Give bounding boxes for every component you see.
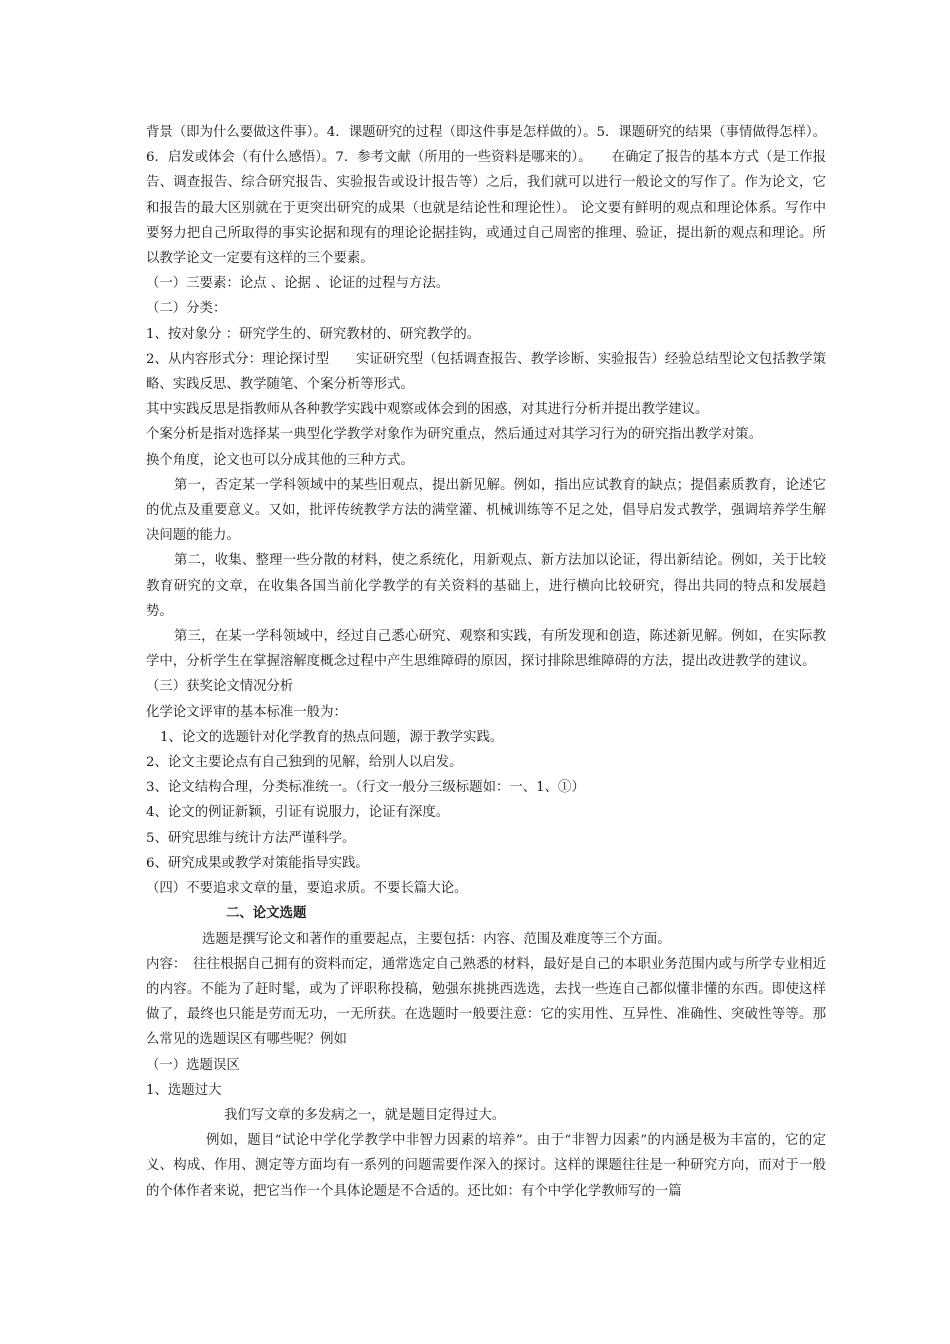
class-other: 换个角度，论文也可以分成其他的三种方式。 [146, 452, 414, 468]
section-misconceptions: （一）选题误区 [146, 1057, 240, 1073]
misconception-1-desc: 我们写文章的多发病之一，就是题目定得过大。 [224, 1107, 506, 1123]
document-body [146, 120, 826, 1204]
misconception-1: 1、选题过大 [146, 1082, 222, 1098]
topic-intro: 选题是撰写论文和著作的重要起点，主要包括：内容、范围及难度等三个方面。 [202, 931, 671, 947]
eval-item-4: 4、论文的例证新颖，引证有说服力，论证有深度。 [146, 805, 450, 821]
way-first: 第一，否定某一学科领域中的某些旧观点，提出新见解。例如，指出应试教育的缺点；提倡素质教育，论述它的优点及重要意义。又如，批评传统教学方法的满堂灌、机械训练等不足之处，倡导启发式教学，强调培养学生解决问题的能力。 [146, 477, 826, 544]
eval-item-6: 6、研究成果或教学对策能指导实践。 [146, 855, 369, 871]
section-classification: （二）分类： [146, 301, 227, 317]
section-quality: （四）不要追求文章的量，要追求质。不要长篇大论。 [146, 881, 468, 897]
class-reflection: 其中实践反思是指教师从各种教学实践中观察或体会到的困惑，对其进行分析并提出教学建议。 [146, 402, 709, 418]
eval-intro: 化学论文评审的基本标准一般为： [146, 704, 347, 720]
way-third: 第三，在某一学科领域中，经过自己悉心研究、观察和实践，有所发现和创造，陈述新见解。例如，在实际教学中，分析学生在掌握溶解度概念过程中产生思维障碍的原因，探讨排除思维障碍的方法，提出改进教学的建议。 [146, 629, 826, 670]
misconception-1-example: 例如，题目“试论中学化学教学中非智力因素的培养”。由于“非智力因素”的内涵是极为丰富的，它的定义、构成、作用、测定等方面均有一系列的问题需要作深入的探讨。这样的课题往往是一种研究方向，而对于一般的个体作者来说，把它当作一个具体论题是不合适的。还比如：有个中学化学教师写的一篇 [146, 1133, 826, 1199]
eval-item-2: 2、论文主要论点有自己独到的见解，给别人以启发。 [146, 755, 463, 771]
way-second: 第二，收集、整理一些分散的材料，使之系统化，用新观点、新方法加以论证，得出新结论。例如，关于比较教育研究的文章，在收集各国当前化学教学的有关资料的基础上，进行横向比较研究，得出共同的特点和发展趋势。 [146, 553, 826, 619]
intro-paragraph: 背景（即为什么要做这件事）。4．课题研究的过程（即这件事是怎样做的）。5．课题研究的结果（事情做得怎样）。6．启发或体会（有什么感悟）。7．参考文献（所用的一些资料是哪来的）。 在确定了报告的基本方式（是工作报告、调查报告、综合研究报告、实验报告或设计报告等）之后，我们就可以进行一般论文的写作了。作为论文，它和报告的最大区别就在于更突出研究的成果（也就是结论性和理论性）。 论文要有鲜明的观点和理论体系。写作中要努力把自己所取得的事实论据和现有的理论论据挂钩，或通过自己周密的推理、验证，提出新的观点和理论。所以教学论文一定要有这样的三个要素。 [146, 125, 826, 267]
eval-item-1: 1、论文的选题针对化学教育的热点问题，源于教学实践。 [160, 729, 504, 745]
eval-item-3: 3、论文结构合理，分类标准统一。（行文一般分三级标题如：一、1、①） [146, 780, 585, 796]
class-item-1: 1、按对象分 ：研究学生的、研究教材的、研究教学的。 [146, 326, 481, 342]
eval-item-5: 5、研究思维与统计方法严谨科学。 [146, 830, 356, 846]
topic-content: 内容： 往往根据自己拥有的资料而定，通常选定自己熟悉的材料，最好是自己的本职业务范围内或与所学专业相近的内容。不能为了赶时髦，或为了评职称投稿，勉强东挑挑西选选，去找一些连自己都似懂非懂的东西。即使这样做了，最终也只能是劳而无功，一无所获。在选题时一般要注意：它的实用性、互异性、准确性、突破性等等。那么常见的选题误区有哪些呢？例如 [146, 956, 826, 1048]
section-award: （三）获奖论文情况分析 [146, 679, 294, 695]
class-case: 个案分析是指对选择某一典型化学教学对象作为研究重点，然后通过对其学习行为的研究指出教学对策。 [146, 427, 762, 443]
class-item-2: 2、从内容形式分：理论探讨型 实证研究型（包括调查报告、教学诊断、实验报告）经验总结型论文包括教学策略、实践反思、教学随笔、个案分析等形式。 [146, 351, 826, 393]
heading-topic-selection: 二、论文选题 [226, 905, 307, 922]
section-elements: （一）三要素：论点 、论据 、论证的过程与方法。 [146, 276, 450, 292]
